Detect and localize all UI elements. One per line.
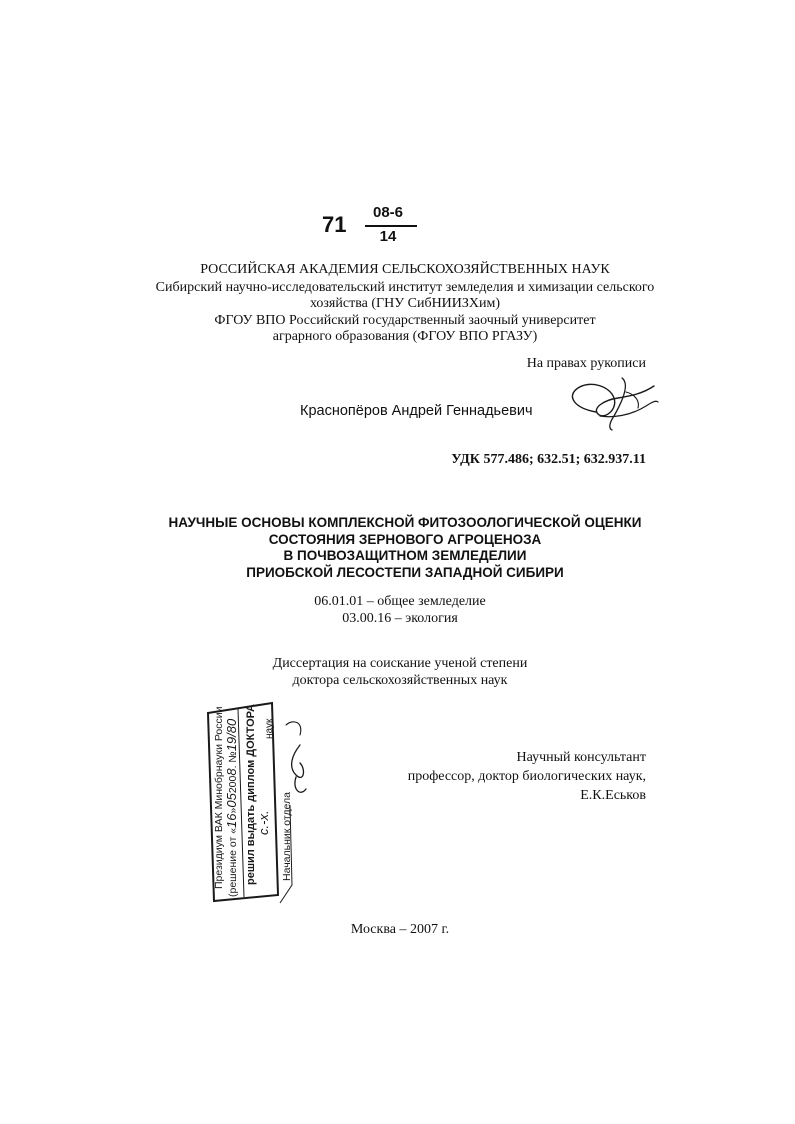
place-and-year: Москва – 2007 г. bbox=[350, 922, 450, 937]
stamp-line-presidium: Президиум ВАК Минобрнауки России bbox=[213, 706, 225, 889]
stamp-line-head: Начальник отдела bbox=[281, 792, 293, 881]
stamp-decision-year-prefix: 200 bbox=[227, 775, 239, 794]
archive-code-denominator: 14 bbox=[379, 228, 397, 245]
degree-statement-line: доктора сельскохозяйственных наук bbox=[292, 673, 508, 688]
thesis-title-line: В ПОЧВОЗАЩИТНОМ ЗЕМЛЕДЕЛИИ bbox=[283, 548, 527, 563]
thesis-title-line: СОСТОЯНИЯ ЗЕРНОВОГО АГРОЦЕНОЗА bbox=[268, 531, 542, 547]
institute-name-line2: хозяйства (ГНУ СибНИИЗХим) bbox=[309, 296, 501, 311]
stamp-decision-prefix: (решение от « bbox=[227, 827, 239, 897]
stamp-decision-year: 8 bbox=[224, 768, 239, 776]
stamp-decision-number-prefix: . № bbox=[227, 751, 239, 769]
manuscript-rights-note: На правах рукописи bbox=[526, 356, 646, 371]
stamp-line-decision bbox=[224, 718, 239, 897]
archive-code-numerator: 08-6 bbox=[372, 204, 404, 221]
university-name-line1: ФГОУ ВПО Российский государственный заочный университет bbox=[214, 313, 596, 328]
specialty-codes bbox=[250, 593, 550, 627]
specialty-line: 06.01.01 – общее земледелие bbox=[314, 594, 486, 609]
archive-code-fraction-bar bbox=[365, 225, 417, 227]
stamp-decision-number: 19/80 bbox=[224, 718, 239, 752]
head-signature bbox=[292, 745, 306, 792]
head-signature-flourish bbox=[286, 722, 301, 735]
archive-code bbox=[322, 204, 412, 244]
udk-code: УДК 577.486; 632.51; 632.937.11 bbox=[451, 452, 646, 467]
thesis-title-line: НАУЧНЫЕ ОСНОВЫ КОМПЛЕКСНОЙ ФИТОЗООЛОГИЧЕСКОЙ ОЦЕНКИ bbox=[168, 515, 642, 530]
thesis-title-line: ПРИОБСКОЙ ЛЕСОСТЕПИ ЗАПАДНОЙ СИБИРИ bbox=[246, 564, 564, 580]
vak-stamp bbox=[200, 685, 330, 907]
author-signature bbox=[560, 372, 662, 434]
stamp-decision-month: 05 bbox=[224, 793, 239, 808]
specialty-line: 03.00.16 – экология bbox=[342, 611, 458, 626]
stamp-decision-day: 16 bbox=[224, 813, 239, 828]
stamp-line-resolution: решил выдать диплом ДОКТОРА bbox=[245, 704, 257, 885]
academy-name: РОССИЙСКАЯ АКАДЕМИЯ СЕЛЬСКОХОЗЯЙСТВЕННЫХ НАУК bbox=[200, 262, 610, 277]
archive-code-prefix: 71 bbox=[322, 212, 347, 237]
thesis-title bbox=[150, 515, 660, 581]
university-name-line2: аграрного образования (ФГОУ ВПО РГАЗУ) bbox=[272, 329, 538, 344]
institute-name-line1: Сибирский научно-исследовательский институт земледелия и химизации сельского bbox=[155, 280, 655, 295]
stamp-line-science: наук bbox=[264, 718, 275, 739]
consultant-title: Научный консультант bbox=[516, 750, 646, 765]
dissertation-degree-statement bbox=[200, 655, 600, 689]
stamp-decision-mid: » bbox=[227, 807, 239, 814]
stamp-field-handwritten: с.-х. bbox=[256, 810, 271, 835]
author-name: Краснопёров Андрей Геннадьевич bbox=[300, 403, 533, 419]
degree-statement-line: Диссертация на соискание ученой степени bbox=[272, 656, 528, 671]
scientific-consultant bbox=[350, 748, 646, 805]
consultant-details: профессор, доктор биологических наук, Е.К.Еськов bbox=[407, 769, 646, 803]
